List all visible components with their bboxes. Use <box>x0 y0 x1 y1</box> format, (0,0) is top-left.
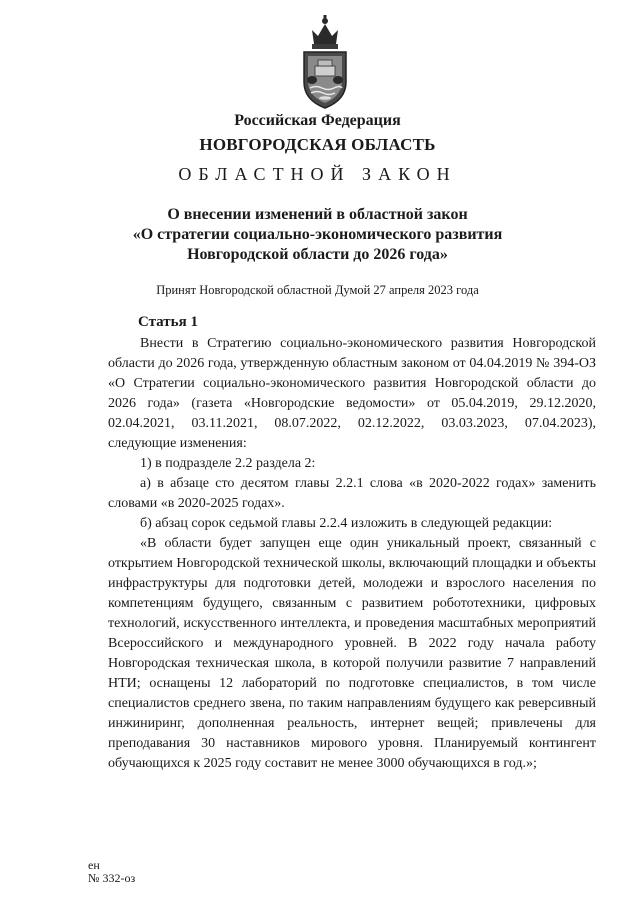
adoption-note: Принят Новгородской областной Думой 27 апреля 2023 года <box>156 283 479 297</box>
law-title <box>0 205 635 265</box>
coat-of-arms-icon <box>296 14 354 110</box>
article-body <box>108 330 596 774</box>
footer-initials: ен <box>88 858 100 872</box>
article-paragraph: а) в абзаце сто десятом главы 2.2.1 слова «в 2020-2022 годах» заменить словами «в 2020-2025 годах». <box>108 476 596 511</box>
article-paragraph: 1) в подразделе 2.2 раздела 2: <box>140 456 316 471</box>
article-paragraph: «В области будет запущен еще один уникальный проект, связанный с открытием Новгородской технической школы, включающий площадки и объекты инфраструктуры для подготовки детей, молодежи и взрослого населения по компетенциям будущего, связанным с развитием робототехники, цифровых технологий, искусственного интеллекта, и проведения масштабных мероприятий Всероссийского и международного уровней. В 2022 году начала работу Новгородская техническая школа, в которой получили развитие 7 направлений НТИ; оснащены 12 лабораторий по подготовке специалистов, в том числе специалистов среднего звена, по таким направлениям будущего как реверсивный инжиниринг, дополненная реальность, интернет вещей; привлечены для преподавания 30 наставников мирового уровня. Планируемый контингент обучающихся к 2025 году составит не менее 3000 обучающихся в год.»; <box>108 536 596 771</box>
article-heading: Статья 1 <box>138 314 198 330</box>
footer-registration <box>88 859 135 885</box>
law-title-line: О внесении изменений в областной закон <box>167 206 468 223</box>
footer-number: № 332-оз <box>88 871 136 885</box>
country-name: Российская Федерация <box>234 112 401 129</box>
law-title-line: «О стратегии социально-экономического развития <box>132 226 503 243</box>
law-title-line: Новгородской области до 2026 года» <box>187 246 448 263</box>
document-kind: ОБЛАСТНОЙ ЗАКОН <box>178 164 457 184</box>
region-name: НОВГОРОДСКАЯ ОБЛАСТЬ <box>199 135 436 154</box>
article-paragraph: Внести в Стратегию социально-экономического развития Новгородской области до 2026 года, утвержденную областным законом от 04.04.2019 № 394-ОЗ «О Стратегии социально-экономического развития Новгородской области до 2026 года» (газета «Новгородские ведомости» от 05.04.2019, 29.12.2020, 02.04.2021, 03.11.2021, 08.07.2022, 02.12.2022, 03.03.2023, 07.04.2023), следующие изменения: <box>108 336 596 451</box>
article-paragraph: б) абзац сорок седьмой главы 2.2.4 изложить в следующей редакции: <box>140 516 553 531</box>
